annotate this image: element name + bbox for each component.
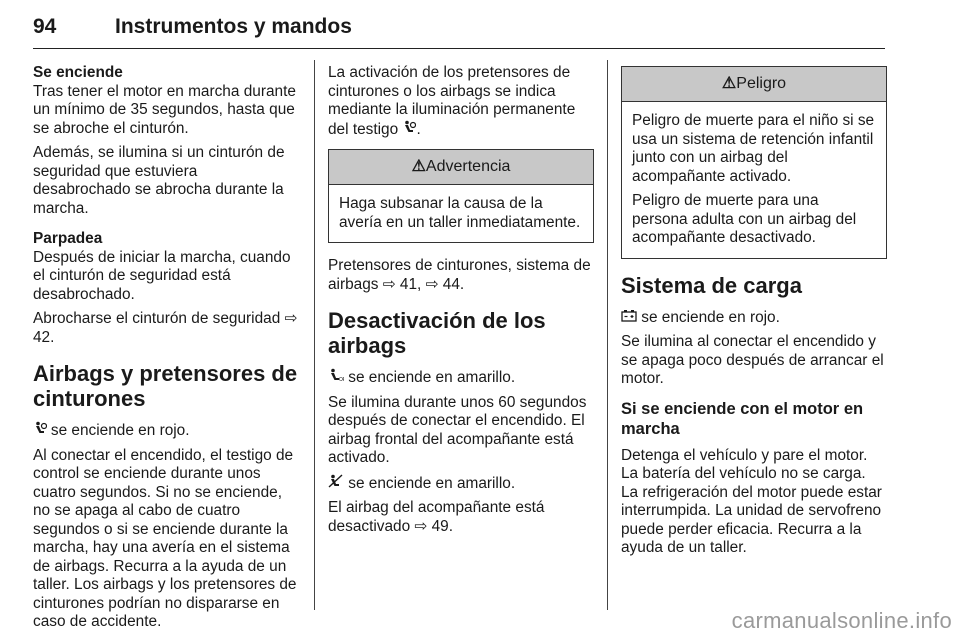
airbag-deactivated-icon (328, 475, 344, 491)
paragraph (621, 308, 887, 328)
icon-status-text: se enciende en amarillo. (344, 369, 516, 386)
danger-text: Peligro de muerte para una persona adulta con un airbag del acompañante desactivado. (632, 192, 857, 246)
icon-status-text: se enciende en rojo. (637, 308, 780, 326)
page-header (33, 8, 885, 49)
warning-box-header (329, 150, 593, 185)
danger-box-body (622, 102, 886, 258)
paragraph: Detenga el vehículo y pare el motor. La batería del vehículo no se carga. La refrigeración del motor puede estar interrumpida. La unidad de servofreno puede perder eficacia. Recurra a la ayuda de un taller. (621, 446, 882, 556)
subsection-heading: Si se enciende con el motor en marcha (621, 399, 864, 438)
column-divider (314, 60, 315, 610)
danger-text: Peligro de muerte para el niño si se usa un sistema de retención infantil junto con un airbag del acompañante activado. (632, 112, 875, 185)
airbag-off-icon (328, 369, 344, 385)
cross-reference: Pretensores de cinturones, sistema de airbags ⇨ 41, ⇨ 44. (328, 257, 591, 293)
column-3 (621, 64, 887, 564)
battery-icon (621, 309, 637, 325)
cross-reference: El airbag del acompañante está desactivado ⇨ 49. (328, 499, 545, 535)
paragraph (328, 368, 594, 388)
section-title: Instrumentos y mandos (115, 15, 352, 38)
paragraph-text: La activación de los pretensores de cinturones o los airbags se indica mediante la iluminación permanente del testigo (328, 64, 576, 138)
paragraph (328, 474, 594, 494)
paragraph (33, 421, 299, 441)
watermark: carmanualsonline.info (731, 608, 952, 633)
warning-title: Advertencia (425, 158, 511, 175)
warning-text: Haga subsanar la causa de la avería en un taller inmediatamente. (339, 195, 581, 231)
icon-status-text: se enciende en amarillo. (344, 474, 516, 492)
cross-reference: Abrocharse el cinturón de seguridad ⇨ 42. (33, 310, 298, 346)
subheading: Se enciende (33, 64, 123, 81)
subheading: Parpadea (33, 230, 103, 247)
column-1 (33, 64, 299, 638)
danger-title: Peligro (736, 75, 787, 92)
paragraph: Tras tener el motor en marcha durante un mínimo de 35 segundos, hasta que se abroche el cinturón. (33, 82, 296, 137)
danger-box-header (622, 67, 886, 102)
column-divider (607, 60, 608, 610)
paragraph (328, 64, 594, 139)
icon-status-text: se enciende en rojo. (50, 422, 190, 439)
punctuation: . (416, 120, 421, 138)
section-heading: Airbags y pretensores de cinturones (33, 361, 298, 411)
paragraph: Además, se ilumina si un cinturón de seguridad que estuviera desabrochado se abrocha durante la marcha. (33, 144, 285, 217)
danger-box (621, 66, 887, 259)
warning-triangle-icon: ⚠ (721, 75, 737, 92)
warning-triangle-icon: ⚠ (411, 158, 426, 175)
paragraph: Se ilumina al conectar el encendido y se apaga poco después de arrancar el motor. (621, 333, 884, 387)
svg-text:OFF: O (339, 377, 343, 382)
warning-box-body (329, 185, 593, 242)
paragraph: Después de iniciar la marcha, cuando el cinturón de seguridad está desabrochado. (33, 248, 291, 303)
airbag-icon (33, 422, 51, 438)
page-number: 94 (33, 15, 57, 38)
column-2 (328, 64, 594, 542)
section-heading: Desactivación de los airbags (328, 308, 546, 358)
warning-box (328, 149, 594, 243)
paragraph: Al conectar el encendido, el testigo de control se enciende durante unos cuatro segundos. Si no se enciende, no se apaga al cabo de cuatro segundos o si se enciende durante la marcha, hay una avería en el sistema de airbags. Recurra a la ayuda de un taller. Los airbags y los pretensores de cinturones podrían no dispararse en caso de accidente. (33, 446, 297, 630)
paragraph: Se ilumina durante unos 60 segundos después de conectar el encendido. El airbag frontal del acompañante está activado. (328, 393, 587, 466)
airbag-icon (402, 121, 416, 137)
section-heading: Sistema de carga (621, 272, 802, 298)
